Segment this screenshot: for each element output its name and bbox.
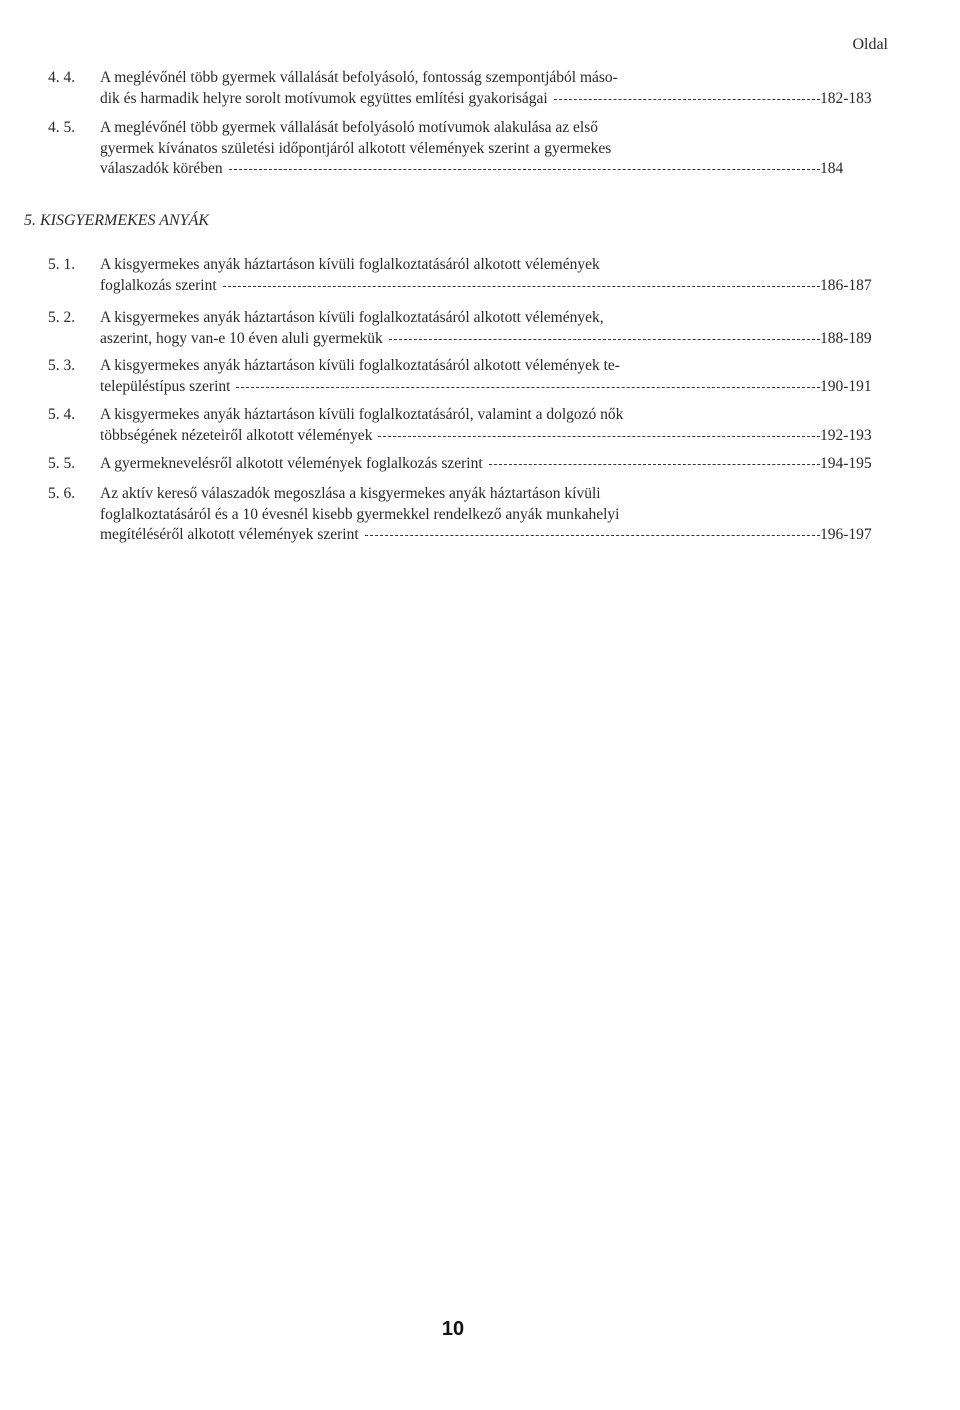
entry-page-number: 188-189	[820, 329, 872, 347]
entry-number: 4. 5.	[48, 119, 76, 136]
entry-number: 5. 2.	[48, 309, 76, 326]
toc-entry	[48, 308, 904, 350]
toc-entry	[48, 255, 904, 297]
entry-page-number: 186-187	[820, 276, 872, 294]
entry-number: 4. 4.	[48, 69, 76, 86]
entry-text	[100, 454, 820, 475]
entry-line: válaszadók körében	[100, 160, 223, 177]
entry-text	[100, 308, 820, 349]
entry-line: A kisgyermekes anyák háztartáson kívüli foglalkoztatásáról, valamint a dolgozó nők	[100, 406, 624, 423]
dot-leader	[554, 99, 820, 100]
entry-number: 5. 3.	[48, 357, 76, 374]
entry-line: A kisgyermekes anyák háztartáson kívüli foglalkoztatásáról alkotott vélemények te-	[100, 357, 620, 374]
toc-entry	[48, 68, 904, 110]
entry-number: 5. 6.	[48, 485, 76, 502]
toc-entry	[48, 356, 904, 398]
entry-line-last	[100, 454, 820, 475]
dot-leader	[365, 535, 820, 536]
entry-line-last	[100, 377, 820, 398]
entry-line: A kisgyermekes anyák háztartáson kívüli foglalkoztatásáról alkotott vélemények,	[100, 309, 604, 326]
dot-leader	[223, 286, 820, 287]
entry-line: A kisgyermekes anyák háztartáson kívüli foglalkoztatásáról alkotott vélemények	[100, 256, 600, 273]
entry-text	[100, 356, 820, 397]
entry-line-last	[100, 159, 820, 180]
toc-entry	[48, 118, 904, 180]
entry-line: Az aktív kereső válaszadók megoszlása a kisgyermekes anyák háztartáson kívüli	[100, 485, 601, 502]
entry-line: A meglévőnél több gyermek vállalását befolyásoló motívumok alakulása az első	[100, 119, 599, 136]
entry-text	[100, 405, 820, 446]
entry-page-number: 194-195	[820, 455, 872, 472]
entry-page-number: 196-197	[820, 526, 872, 543]
toc-entry	[48, 454, 904, 476]
entry-line: településtípus szerint	[100, 377, 231, 395]
section-heading: 5. KISGYERMEKES ANYÁK	[24, 212, 210, 229]
entry-line-last	[100, 89, 820, 110]
entry-line: megítéléséről alkotott vélemények szerint	[100, 526, 359, 543]
entry-line-last	[100, 329, 820, 350]
entry-number: 5. 5.	[48, 455, 76, 472]
entry-line: többségének nézeteiről alkotott vélemények	[100, 426, 373, 444]
dot-leader	[236, 387, 820, 388]
entry-line-last	[100, 426, 820, 447]
entry-text	[100, 118, 820, 180]
entry-page-number: 184	[820, 160, 844, 177]
dot-leader	[489, 464, 820, 465]
entry-text	[100, 484, 820, 546]
page-number: 10	[441, 1318, 465, 1340]
entry-line: aszerint, hogy van-e 10 éven aluli gyermekük	[100, 329, 383, 347]
dot-leader	[378, 436, 820, 437]
entry-text	[100, 255, 820, 296]
entry-line: A meglévőnél több gyermek vállalását befolyásoló, fontosság szempontjából máso-	[100, 69, 618, 86]
dot-leader	[389, 339, 820, 340]
entry-line-last	[100, 525, 820, 546]
entry-line-last	[100, 276, 820, 297]
entry-number: 5. 4.	[48, 406, 76, 423]
toc-entry	[48, 484, 904, 546]
entry-line: foglalkoztatásáról és a 10 évesnél kisebb gyermekkel rendelkező anyák munkahelyi	[100, 505, 620, 523]
entry-text	[100, 68, 820, 109]
entry-page-number: 182-183	[820, 89, 872, 107]
entry-line: foglalkozás szerint	[100, 276, 217, 294]
entry-page-number: 192-193	[820, 426, 872, 444]
entry-page-number: 190-191	[820, 377, 872, 395]
toc-entry	[48, 405, 904, 447]
entry-line: gyermek kívánatos születési időpontjáról alkotott vélemények szerint a gyermekes	[100, 139, 612, 157]
entry-line: A gyermeknevelésről alkotott vélemények foglalkozás szerint	[100, 455, 483, 472]
column-header-oldal: Oldal	[852, 36, 888, 53]
dot-leader	[229, 169, 820, 170]
entry-line: dik és harmadik helyre sorolt motívumok együttes említési gyakoriságai	[100, 89, 548, 107]
entry-number: 5. 1.	[48, 256, 76, 273]
